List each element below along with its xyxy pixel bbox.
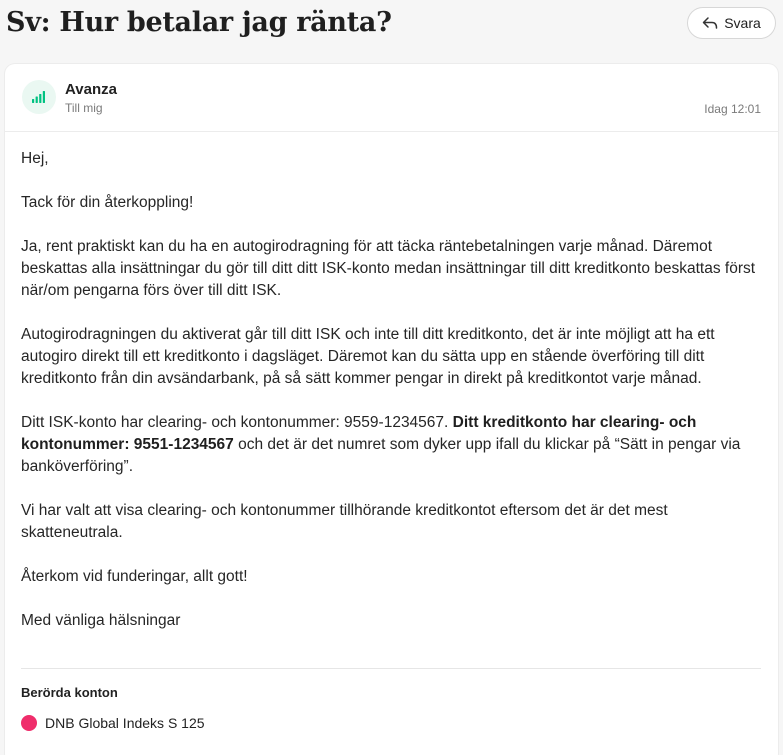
account-color-dot-icon	[21, 715, 37, 731]
signoff: Med vänliga hälsningar	[21, 612, 181, 629]
reply-arrow-icon	[702, 16, 718, 30]
recipient: Till mig	[65, 101, 103, 115]
avatar	[22, 80, 56, 114]
message-card	[5, 64, 778, 755]
message-body	[21, 148, 761, 632]
greeting: Hej,	[21, 150, 49, 167]
isk-account-info: Ditt ISK-konto har clearing- och kontonummer: 9559-1234567.	[21, 414, 449, 431]
sender-name: Avanza	[65, 81, 117, 98]
page-header	[0, 0, 783, 52]
divider	[21, 668, 761, 669]
message-header	[5, 64, 778, 132]
credit-account-info: Ditt kreditkonto har clearing- och kontonummer: 9551-1234567	[21, 414, 697, 453]
message-timestamp: Idag 12:01	[704, 102, 761, 116]
paragraph-autogiro-target: Autogirodragningen du aktiverat går till ditt ISK och inte till ditt kreditkonto, det är inte möjligt att ha ett autogiro direkt till ett kreditkonto i dagsläget. Däremot kan du sätta upp en stående överföring till ditt kreditkonto från din avsändarbank, på så sätt kommer pengar in direkt på kreditkontot varje månad.	[21, 326, 715, 387]
account-name: DNB Global Indeks S 125	[45, 715, 205, 731]
avanza-logo-icon	[31, 90, 47, 104]
reply-button[interactable]	[687, 7, 776, 39]
page-title: Sv: Hur betalar jag ränta?	[6, 7, 392, 38]
paragraph-autogiro-tax: Ja, rent praktiskt kan du ha en autogirodragning för att täcka räntebetalningen varje månad. Däremot beskattas alla insättningar du gör till ditt ditt ISK-konto medan insättningar till ditt kreditkonto beskattas först när/om pengarna förs över till ditt ISK.	[21, 238, 756, 299]
affected-account-item[interactable]	[21, 715, 205, 731]
transfer-info: och det är det numret som dyker upp ifall du klickar på “Sätt in pengar via banköverföring”.	[21, 436, 741, 475]
affected-accounts-heading: Berörda konton	[21, 685, 118, 700]
paragraph-account-numbers	[21, 412, 761, 478]
thanks-paragraph: Tack för din återkoppling!	[21, 194, 194, 211]
paragraph-tax-neutral: Vi har valt att visa clearing- och kontonummer tillhörande kreditkontot eftersom det är det mest skatteneutrala.	[21, 502, 668, 541]
closing-line: Återkom vid funderingar, allt gott!	[21, 568, 248, 585]
reply-label: Svara	[724, 15, 761, 31]
